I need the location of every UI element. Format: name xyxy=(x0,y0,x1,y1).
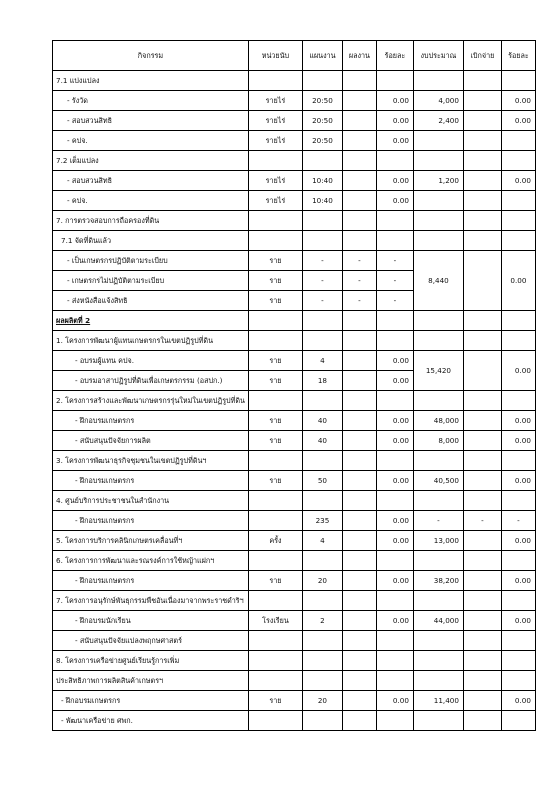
col-budget: งบประมาณ xyxy=(413,41,463,71)
row-label: 6. โครงการการพัฒนาและรณรงค์การใช้หญ้าแฝกฯ xyxy=(53,551,249,571)
pct2-cell: 0.00 xyxy=(501,111,535,131)
table-row xyxy=(53,571,536,591)
budget-cell: - xyxy=(413,511,463,531)
result-cell: - xyxy=(342,251,376,271)
table-row xyxy=(53,631,536,651)
unit-cell: ราย xyxy=(248,691,302,711)
row-label: 5. โครงการบริการคลินิกเกษตรเคลื่อนที่ฯ xyxy=(53,531,249,551)
row-label: 3. โครงการพัฒนาธุรกิจชุมชนในเขตปฏิรูปที่ดินฯ xyxy=(53,451,249,471)
pct2-cell: 0.00 xyxy=(501,531,535,551)
table-row xyxy=(53,451,536,471)
pct-cell: 0.00 xyxy=(376,471,413,491)
pct-cell: 0.00 xyxy=(376,511,413,531)
budget-cell: 44,000 xyxy=(413,611,463,631)
pct-cell: 0.00 xyxy=(376,131,413,151)
plan-cell: 50 xyxy=(302,471,342,491)
pct-cell: - xyxy=(376,251,413,271)
activity-report-table xyxy=(52,40,536,731)
budget-cell: 2,400 xyxy=(413,111,463,131)
row-label: ประสิทธิภาพการผลิตสินค้าเกษตรฯ xyxy=(53,671,249,691)
pct-cell: 0.00 xyxy=(376,611,413,631)
spent-cell: - xyxy=(463,511,501,531)
row-label: - ฝึกอบรมเกษตรกร xyxy=(53,411,249,431)
result-cell: - xyxy=(342,291,376,311)
budget-cell: 38,200 xyxy=(413,571,463,591)
col-result: ผลงาน xyxy=(342,41,376,71)
pct-cell: 0.00 xyxy=(376,691,413,711)
pct-cell: - xyxy=(376,291,413,311)
table-row xyxy=(53,311,536,331)
budget-cell: 4,000 xyxy=(413,91,463,111)
row-label: - รังวัด xyxy=(53,91,249,111)
table-row xyxy=(53,671,536,691)
table-row xyxy=(53,331,536,351)
pct-cell: - xyxy=(376,271,413,291)
pct-cell: 0.00 xyxy=(376,431,413,451)
col-pct2: ร้อยละ xyxy=(501,41,535,71)
plan-cell: 4 xyxy=(302,351,342,371)
pct2-cell: 0.00 xyxy=(501,431,535,451)
table-row xyxy=(53,231,536,251)
table-row xyxy=(53,251,536,271)
pct2-cell: 0.00 xyxy=(501,691,535,711)
section-heading: ผลผลิตที่ 2 xyxy=(53,311,249,331)
table-row xyxy=(53,111,536,131)
col-unit: หน่วยนับ xyxy=(248,41,302,71)
table-row xyxy=(53,391,536,411)
unit-cell: รายไร่ xyxy=(248,171,302,191)
unit-cell: รายไร่ xyxy=(248,91,302,111)
row-label: 7. การตรวจสอบการถือครองที่ดิน xyxy=(53,211,249,231)
table-row xyxy=(53,611,536,631)
plan-cell: 18 xyxy=(302,371,342,391)
table-row xyxy=(53,171,536,191)
row-label: - ฝึกอบรมเกษตรกร xyxy=(53,571,249,591)
unit-cell: รายไร่ xyxy=(248,191,302,211)
row-label: - อบรมผู้แทน คปจ. xyxy=(53,351,249,371)
unit-cell: ราย xyxy=(248,291,302,311)
pct-cell: 0.00 xyxy=(376,371,413,391)
table-row xyxy=(53,211,536,231)
plan-cell: 10:40 xyxy=(302,191,342,211)
plan-cell: 4 xyxy=(302,531,342,551)
table-row xyxy=(53,551,536,571)
unit-cell: ราย xyxy=(248,571,302,591)
plan-cell: 40 xyxy=(302,431,342,451)
row-label: - ฝึกอบรมเกษตรกร xyxy=(53,691,249,711)
row-label: - ฝึกอบรมเกษตรกร xyxy=(53,471,249,491)
merged-budget-cell: 15,420 xyxy=(413,351,463,391)
col-spent: เบิกจ่าย xyxy=(463,41,501,71)
row-label: 7.1 แบ่งแปลง xyxy=(53,71,249,91)
unit-cell: ราย xyxy=(248,271,302,291)
col-pct: ร้อยละ xyxy=(376,41,413,71)
row-label: - สอบสวนสิทธิ xyxy=(53,171,249,191)
table-row xyxy=(53,131,536,151)
table-row xyxy=(53,691,536,711)
row-label: 8. โครงการเครือข่ายศูนย์เรียนรู้การเพิ่ม xyxy=(53,651,249,671)
row-label: 4. ศูนย์บริการประชาชนในสำนักงาน xyxy=(53,491,249,511)
budget-cell: 13,000 xyxy=(413,531,463,551)
plan-cell: 235 xyxy=(302,511,342,531)
row-label: - อบรมอาสาปฏิรูปที่ดินเพื่อเกษตรกรรม (อสปก.) xyxy=(53,371,249,391)
row-label: 7.2 เต็มแปลง xyxy=(53,151,249,171)
unit-cell: ราย xyxy=(248,371,302,391)
merged-spent-cell xyxy=(463,351,501,391)
plan-cell: 20 xyxy=(302,571,342,591)
merged-pct2-cell: 0.00 xyxy=(501,351,535,391)
col-plan: แผนงาน xyxy=(302,41,342,71)
row-label: - ส่งหนังสือแจ้งสิทธิ xyxy=(53,291,249,311)
table-row xyxy=(53,91,536,111)
unit-cell: ราย xyxy=(248,251,302,271)
plan-cell: 20:50 xyxy=(302,111,342,131)
pct2-cell: 0.00 xyxy=(501,571,535,591)
unit-cell: ครั้ง xyxy=(248,531,302,551)
table-row xyxy=(53,511,536,531)
unit-cell: ราย xyxy=(248,471,302,491)
pct2-cell: 0.00 xyxy=(501,91,535,111)
pct-cell: 0.00 xyxy=(376,91,413,111)
pct-cell: 0.00 xyxy=(376,531,413,551)
table-row xyxy=(53,191,536,211)
budget-cell: 1,200 xyxy=(413,171,463,191)
table-row xyxy=(53,431,536,451)
unit-cell: ราย xyxy=(248,351,302,371)
pct-cell: 0.00 xyxy=(376,191,413,211)
plan-cell: 40 xyxy=(302,411,342,431)
row-label: - พัฒนาเครือข่าย ศพก. xyxy=(53,711,249,731)
plan-cell: 10:40 xyxy=(302,171,342,191)
plan-cell: 20:50 xyxy=(302,131,342,151)
row-label: 1. โครงการพัฒนาผู้แทนเกษตรกรในเขตปฏิรูปที่ดิน xyxy=(53,331,249,351)
unit-cell: ราย xyxy=(248,411,302,431)
pct-cell: 0.00 xyxy=(376,571,413,591)
pct-cell: 0.00 xyxy=(376,111,413,131)
row-label: 2. โครงการสร้างและพัฒนาเกษตรกรรุ่นใหม่ในเขตปฏิรูปที่ดิน xyxy=(53,391,249,411)
report-table-container xyxy=(52,40,536,731)
table-row xyxy=(53,151,536,171)
table-row xyxy=(53,651,536,671)
col-activity: กิจกรรม xyxy=(53,41,249,71)
table-row xyxy=(53,411,536,431)
pct2-cell: - xyxy=(501,511,535,531)
table-row xyxy=(53,711,536,731)
row-label: - ฝึกอบรมเกษตรกร xyxy=(53,511,249,531)
pct-cell: 0.00 xyxy=(376,351,413,371)
row-label: - คปจ. xyxy=(53,191,249,211)
table-row xyxy=(53,591,536,611)
plan-cell: 2 xyxy=(302,611,342,631)
pct-cell: 0.00 xyxy=(376,411,413,431)
row-label: 7.1 จัดที่ดินแล้ว xyxy=(53,231,249,251)
budget-cell: 48,000 xyxy=(413,411,463,431)
result-cell: - xyxy=(342,271,376,291)
budget-cell: 8,000 xyxy=(413,431,463,451)
row-label: - สอบสวนสิทธิ xyxy=(53,111,249,131)
row-label: - สนับสนุนปัจจัยแปลงพฤกษศาสตร์ xyxy=(53,631,249,651)
row-label: - ฝึกอบรมนักเรียน xyxy=(53,611,249,631)
header-row xyxy=(53,41,536,71)
row-label: - เกษตรกรไม่ปฏิบัติตามระเบียบ xyxy=(53,271,249,291)
unit-cell: รายไร่ xyxy=(248,111,302,131)
pct-cell: 0.00 xyxy=(376,171,413,191)
unit-cell: ราย xyxy=(248,431,302,451)
plan-cell: 20:50 xyxy=(302,91,342,111)
merged-spent-cell xyxy=(463,251,501,311)
budget-cell: 11,400 xyxy=(413,691,463,711)
row-label: - เป็นเกษตรกรปฏิบัติตามระเบียบ xyxy=(53,251,249,271)
unit-cell: โรงเรียน xyxy=(248,611,302,631)
plan-cell: - xyxy=(302,271,342,291)
plan-cell: 20 xyxy=(302,691,342,711)
table-row xyxy=(53,531,536,551)
row-label: - คปจ. xyxy=(53,131,249,151)
unit-cell: รายไร่ xyxy=(248,131,302,151)
plan-cell: - xyxy=(302,251,342,271)
merged-pct2-cell: 0.00 xyxy=(501,251,535,311)
plan-cell: - xyxy=(302,291,342,311)
merged-budget-cell: 8,440 xyxy=(413,251,463,311)
pct2-cell: 0.00 xyxy=(501,171,535,191)
table-row xyxy=(53,471,536,491)
pct2-cell: 0.00 xyxy=(501,411,535,431)
pct2-cell: 0.00 xyxy=(501,471,535,491)
table-row xyxy=(53,491,536,511)
row-label: 7. โครงการอนุรักษ์พันธุกรรมพืชอันเนื่องมาจากพระราชดำริฯ xyxy=(53,591,249,611)
table-row xyxy=(53,71,536,91)
row-label: - สนับสนุนปัจจัยการผลิต xyxy=(53,431,249,451)
pct2-cell: 0.00 xyxy=(501,611,535,631)
budget-cell: 40,500 xyxy=(413,471,463,491)
table-row xyxy=(53,351,536,371)
